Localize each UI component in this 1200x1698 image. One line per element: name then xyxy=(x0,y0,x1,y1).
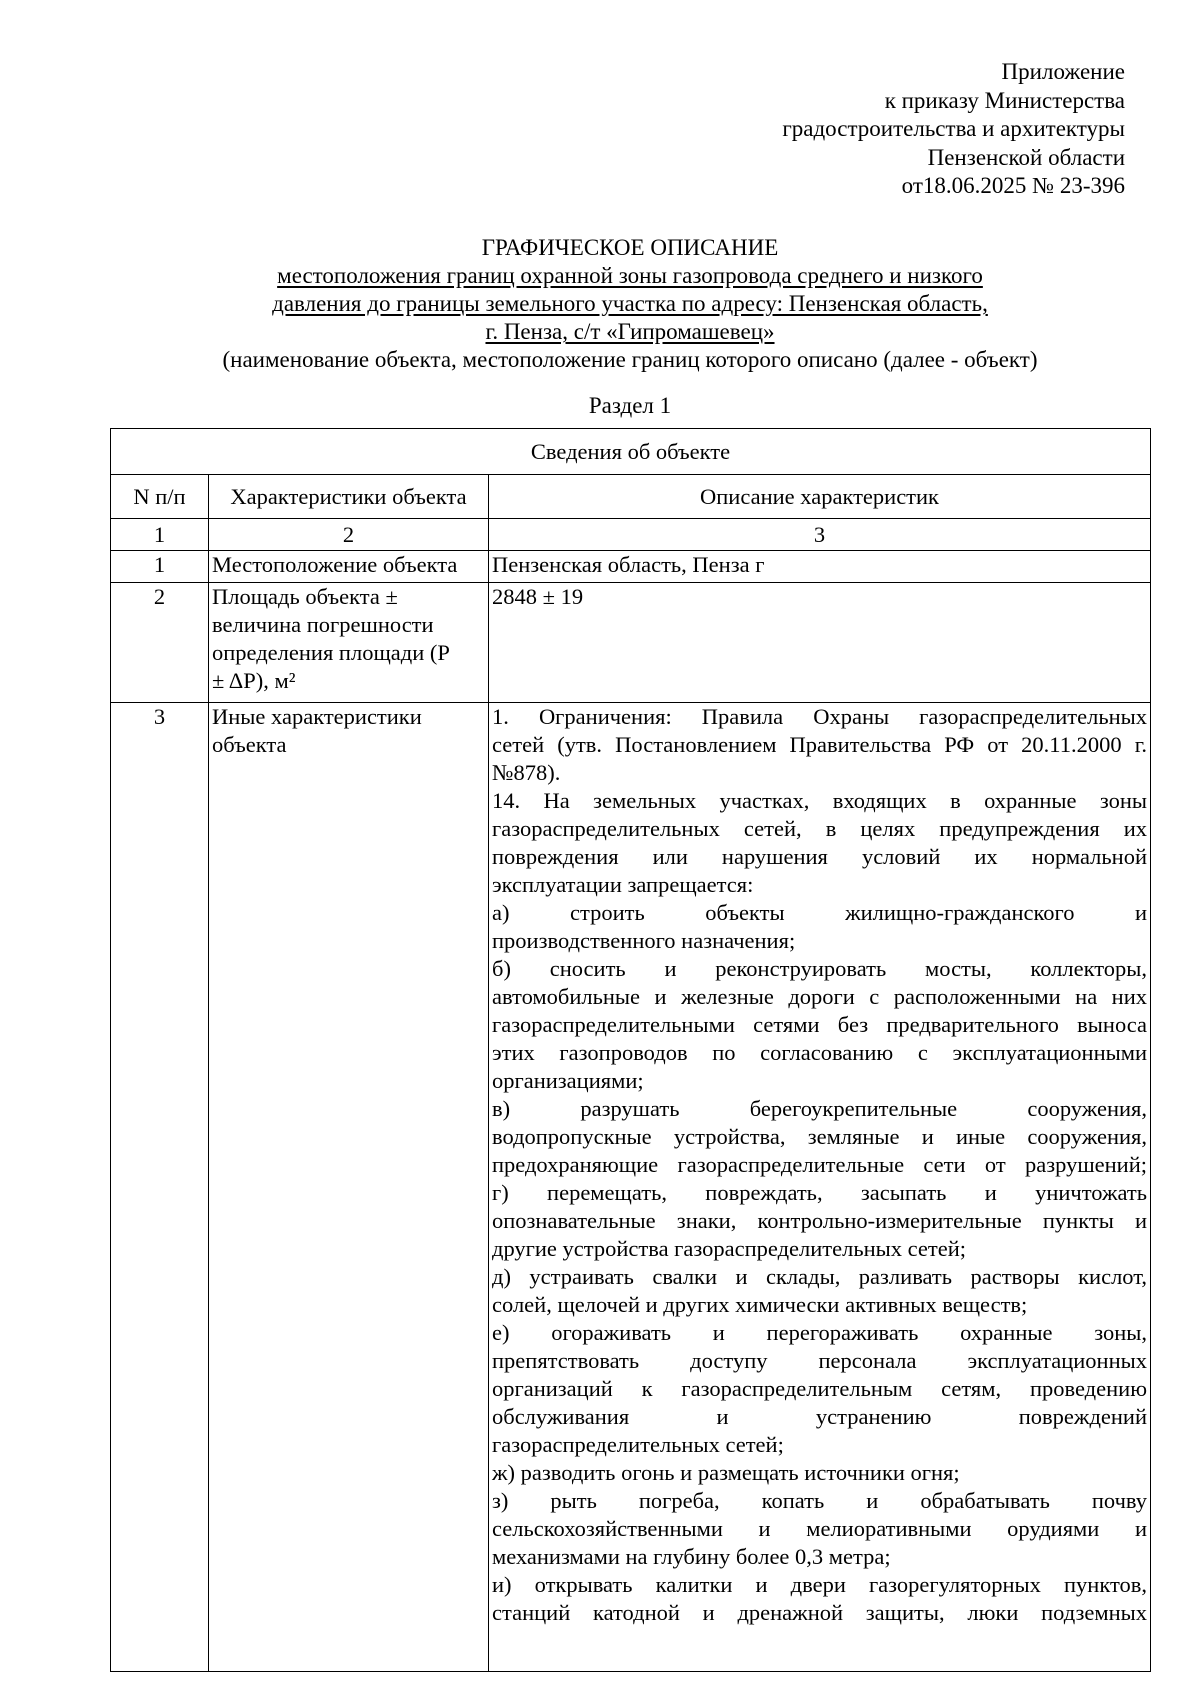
table-row xyxy=(111,583,1151,703)
description-line: газораспределительными сетями без предварительного выноса xyxy=(492,1012,1148,1037)
document-title-block xyxy=(0,234,1200,374)
characteristic-description: Пензенская область, Пенза г xyxy=(489,551,1151,583)
appendix-line: к приказу Министерства xyxy=(884,87,1125,113)
row-number: 2 xyxy=(111,583,209,703)
description-line: эксплуатации запрещается: xyxy=(492,872,754,897)
description-line: этих газопроводов по согласованию с эксплуатационными xyxy=(492,1040,1148,1065)
appendix-line: от18.06.2025 № 23-396 xyxy=(901,173,1125,198)
characteristic-name: Местоположение объекта xyxy=(209,551,489,583)
column-number-cell: 2 xyxy=(209,519,489,551)
description-line: механизмами на глубину более 0,3 метра; xyxy=(492,1544,891,1569)
row-number: 3 xyxy=(111,703,209,1672)
description-line: г) перемещать, повреждать, засыпать и уничтожать xyxy=(492,1180,1148,1205)
description-line: 1. Ограничения: Правила Охраны газораспределительных xyxy=(492,704,1148,729)
characteristic-description: 2848 ± 19 xyxy=(489,583,1151,703)
appendix-line: Пензенской области xyxy=(927,144,1125,170)
header-cell: N п/п xyxy=(111,475,209,519)
description-line: солей, щелочей и других химически активных веществ; xyxy=(492,1292,1028,1317)
characteristic-description xyxy=(489,703,1151,1672)
description-line: производственного назначения; xyxy=(492,928,796,953)
description-line: в) разрушать берегоукрепительные сооружения, xyxy=(492,1096,1148,1121)
description-line: сельскохозяйственными и мелиоративными орудиями и xyxy=(492,1516,1148,1541)
description-line: предохраняющие газораспределительные сети от разрушений; xyxy=(492,1152,1148,1177)
description-line: №878). xyxy=(492,760,561,785)
appendix-line: Приложение xyxy=(1001,59,1125,84)
row-number: 1 xyxy=(111,551,209,583)
section-title: Раздел 1 xyxy=(588,393,672,418)
title-line: г. Пенза, с/т «Гипромашевец» xyxy=(485,319,775,344)
appendix-block xyxy=(605,58,1125,201)
document-heading: ГРАФИЧЕСКОЕ ОПИСАНИЕ xyxy=(481,235,779,260)
description-line: автомобильные и железные дороги с расположенными на них xyxy=(492,984,1148,1009)
description-line: и) открывать калитки и двери газорегуляторных пунктов, xyxy=(492,1572,1148,1597)
table-row xyxy=(111,551,1151,583)
title-caption: (наименование объекта, местоположение границ которого описано (далее - объект) xyxy=(222,347,1038,372)
description-line: водопропускные устройства, земляные и иные сооружения, xyxy=(492,1124,1148,1149)
description-line: станций катодной и дренажной защиты, люки подземных xyxy=(492,1600,1148,1625)
description-line: б) сносить и реконструировать мосты, коллекторы, xyxy=(492,956,1148,981)
description-line: а) строить объекты жилищно-гражданского и xyxy=(492,900,1148,925)
description-line: сетей (утв. Постановлением Правительства РФ от 20.11.2000 г. xyxy=(492,732,1148,757)
description-line: газораспределительных сетей; xyxy=(492,1432,784,1457)
description-line: д) устраивать свалки и склады, разливать растворы кислот, xyxy=(492,1264,1148,1289)
description-line: газораспределительных сетей, в целях предупреждения их xyxy=(492,816,1148,841)
table-caption: Сведения об объекте xyxy=(111,429,1151,475)
description-line: обслуживания и устранению повреждений xyxy=(492,1404,1148,1429)
header-cell: Характеристики объекта xyxy=(209,475,489,519)
characteristic-name: Площадь объекта ± величина погрешности определения площади (Р ± ΔР), м² xyxy=(209,583,489,703)
column-number-cell: 3 xyxy=(489,519,1151,551)
description-line: ж) разводить огонь и размещать источники огня; xyxy=(492,1460,960,1485)
header-cell: Описание характеристик xyxy=(489,475,1151,519)
description-line: е) огораживать и перегораживать охранные зоны, xyxy=(492,1320,1148,1345)
title-line: местоположения границ охранной зоны газопровода среднего и низкого xyxy=(277,263,983,288)
table-row xyxy=(111,703,1151,1672)
description-line: организациями; xyxy=(492,1068,644,1093)
description-line: организаций к газораспределительным сетям, проведению xyxy=(492,1376,1148,1401)
description-line: повреждения или нарушения условий их нормальной xyxy=(492,844,1148,869)
object-info-table xyxy=(110,428,1151,1672)
description-line: другие устройства газораспределительных сетей; xyxy=(492,1236,967,1261)
characteristic-name: Иные характеристики объекта xyxy=(209,703,489,1672)
description-line: опознавательные знаки, контрольно-измерительные пункты и xyxy=(492,1208,1148,1233)
description-line: 14. На земельных участках, входящих в охранные зоны xyxy=(492,788,1148,813)
description-line: препятствовать доступу персонала эксплуатационных xyxy=(492,1348,1148,1373)
column-number-cell: 1 xyxy=(111,519,209,551)
appendix-line: градостроительства и архитектуры xyxy=(782,116,1125,141)
description-line: з) рыть погреба, копать и обрабатывать почву xyxy=(492,1488,1148,1513)
title-line: давления до границы земельного участка по адресу: Пензенская область, xyxy=(272,291,988,316)
